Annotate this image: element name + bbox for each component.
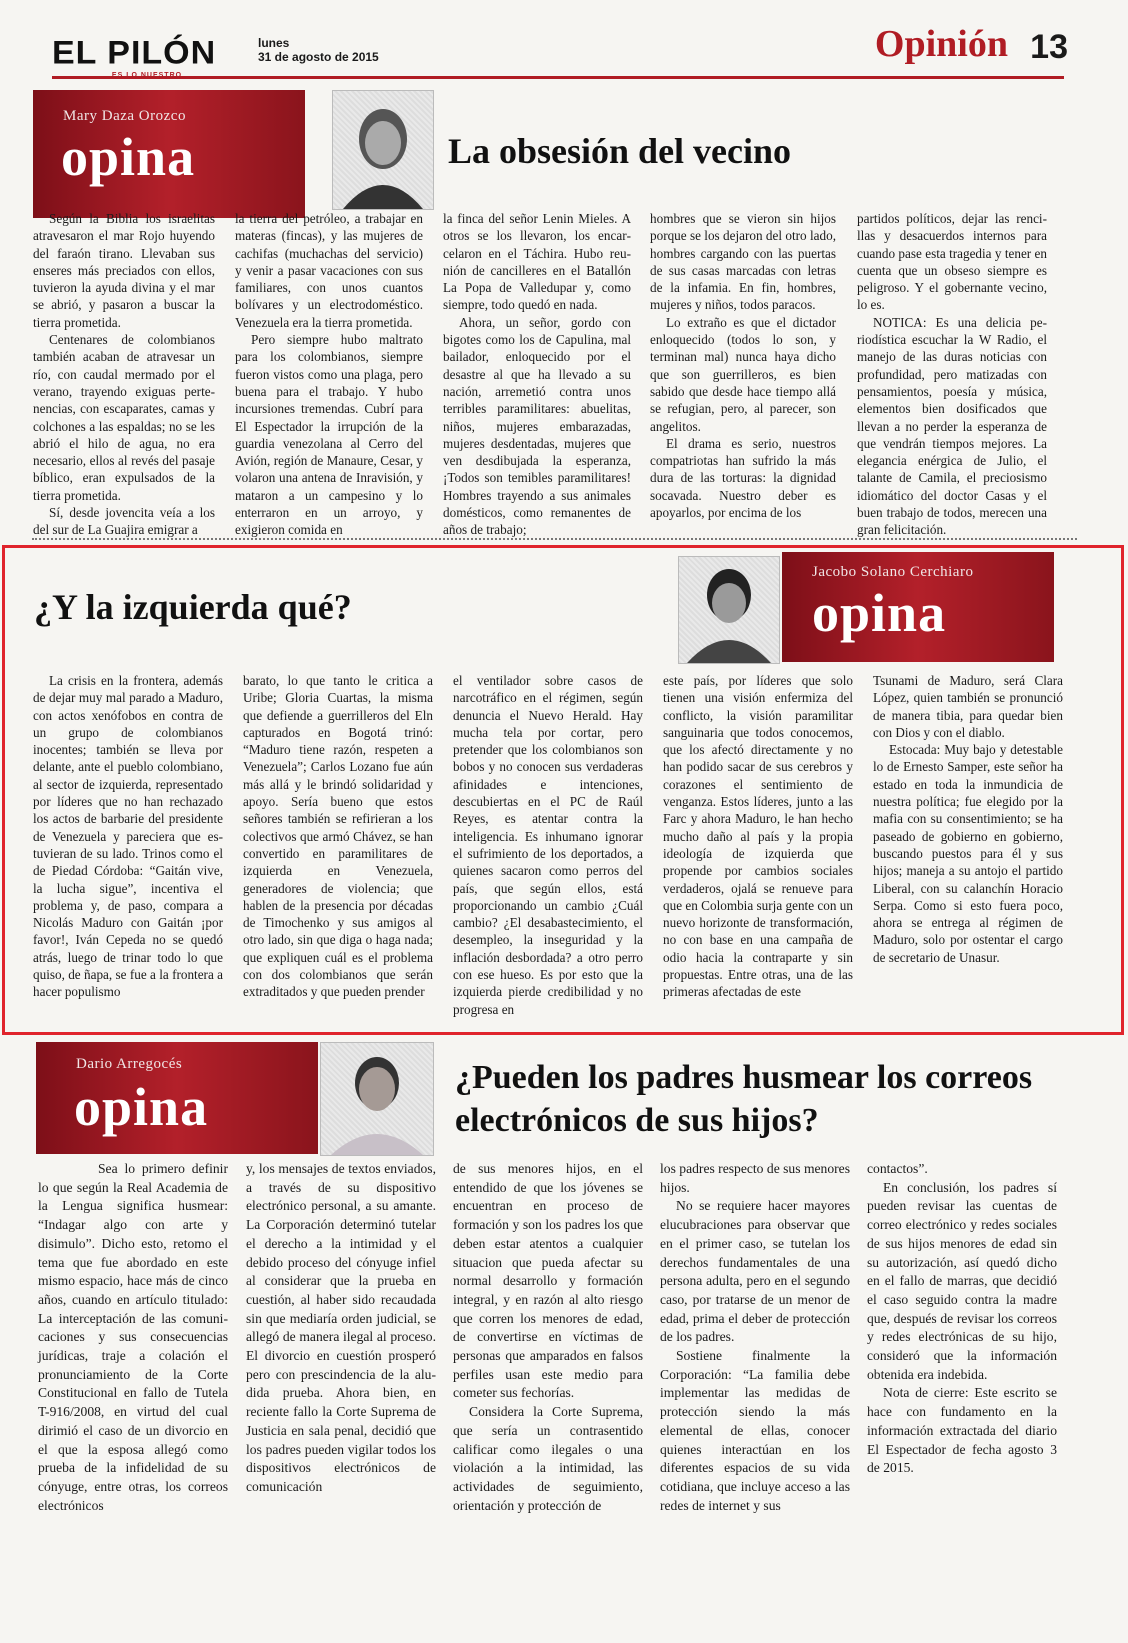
paragraph: Tsunami de Maduro, será Clara López, quien también se pronunció de manera tibia, para quedar bien con Dios y con el diablo. (873, 673, 1063, 740)
opina-badge (33, 90, 305, 218)
article-column (857, 210, 1047, 539)
article-column (873, 672, 1063, 966)
columnist-name: Jacobo Solano Cerchiaro (812, 564, 974, 580)
paragraph: Lo extraño es que el dictador enloquecido (todos lo son, y terminan mal) nunca haya dicho que son guerrilleros, es bien sabido que desde hace tiempo allá se refugian, pero, al parecer, son angelitos. (650, 314, 836, 434)
person-icon (333, 91, 433, 209)
columnist-name: Mary Daza Orozco (63, 108, 186, 124)
paragraph: la tierra del petróleo, a trabajar en materas (fincas), y las mujeres de cachifas (muchachas del servicio) y venir a pasar vacaciones con sus familiares, con unos cuantos bolívares y un electrodoméstico. Venezuela era la tierra prometida. (235, 211, 423, 330)
paragraph: este país, por líderes que solo tienen una visión enfermiza del conflicto, la visión paramilitar sanguinaria que todos conocemos, que los afectó directamente y no han podido sacar de sus cerebros y corazones el sentimiento de venganza. Estos líderes, junto a las Farc y ahora Maduro, le han hecho mucho daño al país y la propia ideología de izquierda que propende por cambios sociales verdaderos, ojalá se renueve para que en Colombia surja gente con un nuevo horizonte de transformación, no con base en una campaña de odio hacia la contraparte y sin propuestas. Entre otras, una de las primeras afectadas de este (663, 673, 853, 1000)
paragraph: Sí, desde jovencita veía a los del sur de La Guajira emigrar a (33, 505, 215, 538)
article-column (660, 1160, 850, 1515)
issue-full-date: 31 de agosto de 2015 (258, 50, 379, 64)
masthead-rule (52, 76, 1064, 79)
section-divider (32, 538, 1077, 540)
paragraph: contactos”. (867, 1161, 928, 1176)
page-number: 13 (1030, 28, 1068, 66)
paragraph: Pero siempre hubo maltrato para los colombianos, siempre fueron vistos como una plaga, pero buena para el trabajo. Y hubo incursiones tremendas. Cubrí para El Espectador la irrupción de la guardia venezolana al Cerro del Avión, región de Manaure, Cesar, y volaron una antena de Inravisión, y mataron a un campesino y lo enterraron en un arroyo, y exigieron comida en (235, 332, 423, 538)
headline: ¿Pueden los padres husmear los correos electrónicos de sus hijos? (455, 1059, 1033, 1139)
paragraph: Sostiene finalmente la Corporación: “La familia debe implementar las medidas de protección siendo la más elemental de ellas, conocer quienes interactúan en los diferentes espacios de su vida cotidiana, que incluye acceso a las redes de internet y sus (660, 1348, 850, 1513)
paragraph: No se requiere hacer mayores elucubraciones para observar que en el primer caso, se tutelan los derechos fundamentales de una persona adulta, pero en el segundo caso, por tratarse de un menor de edad, prima el deber de protección de los padres. (660, 1198, 850, 1345)
headline: La obsesión del vecino (448, 131, 792, 171)
article-column (867, 1160, 1057, 1478)
columnist-name: Dario Arregocés (76, 1056, 183, 1072)
paragraph: Según la Biblia los israelitas atravesaron el mar Rojo huyendo del faraón tirano. Llevaban sus enseres más preciados con ellos, tuvieron la ayuda divina y el mar se abrió, y pasaron a buscar la tierra prometida. (33, 211, 215, 330)
paragraph: Centenares de colombianos también acaban de atravesar un río, con caudal mermado por el verano, trayendo exiguas pertenencias, con escaparates, camas y colchones a las espaldas; no se les abrió el hilo de agua, no era necesario, ellos al revés del pasaje bíblico, eran expulsados de la tierra prometida. (33, 332, 215, 503)
opina-badge (782, 552, 1054, 662)
article-column (33, 672, 223, 1001)
paragraph: El drama es serio, nuestros compatriotas han sufrido la más dura de las torturas: la dignidad socavada. Nuestro deber es apoyarlos, por encima de los (650, 435, 836, 521)
paragraph: Considera la Corte Suprema, que sería un contrasentido calificar como ilegales o una violación a la intimidad, las actividades de seguimiento, orientación y protección de (453, 1404, 643, 1513)
logo-text: EL PILÓN (52, 34, 217, 72)
person-icon (679, 557, 779, 663)
issue-date (258, 36, 379, 64)
issue-day: lunes (258, 36, 290, 50)
article-column (38, 1160, 228, 1515)
columnist-photo (320, 1042, 434, 1156)
paragraph: la finca del señor Lenin Mieles. A otros se los llevaron, los encarcelaron en el Táchira. Hubo reunión de cancilleres en el Batallón La Popa de Valledupar y, como siempre, todo quedó en nada. (443, 211, 631, 313)
section-title: Opinión (874, 23, 1008, 65)
paragraph: y, los mensajes de textos enviados, a través de su dispositivo electrónico personal, a su amante. La Corporación determinó tutelar el derecho a la intimidad y el debido proceso del cónyuge infiel al considerar que la prueba en cuestión, al haber sido recaudada sin que mediaría orden judicial, se allegó de manera ilegal al proceso. El divorcio en cuestión prosperó pero con prescindencia de la aludida prueba. Ahora bien, en reciente fallo la Corte Suprema de Justicia en sala penal, decidió que los padres pueden vigilar todos los dispositivos electrónicos de comunicación (246, 1161, 436, 1494)
paragraph: NOTICA: Es una delicia periodística escuchar la W Radio, el manejo de las duras noticias con profundidad, pero matizadas con pensamientos, poesía y música, elementos bien dosificados que llevan a no perder la esperanza de que vendrán tiempos mejores. La elegancia enérgica de Julio, el talante de Camila, el preciosismo idiomático del doctor Casas y el buen trabajo de todos, merecen una gran felicitación. (857, 314, 1047, 538)
columnist-photo (678, 556, 780, 664)
paragraph: Ahora, un señor, gordo con bigotes como los de Capulina, mal bailador, enloquecido por el desastre al que ha llevado a su nación, arremetió contra unos terribles paramilitares: abuelitas, niños, mujeres embarazadas, mujeres desdentadas, mujeres que ven desdibujada la esperanza, ¡Todos son temibles paramilitares! Hombres trayendo a sus animales domésticos, como remanentes de años de trabajo; (443, 314, 631, 538)
article-column (235, 210, 423, 539)
paragraph: barato, lo que tanto le critica a Uribe; Gloria Cuartas, la misma que defiende a guerrilleros del Eln capturados en Bogotá trinó: “Maduro tiene razón, respeten a Venezuela”; Carlos Lozano fue aún más allá y le brindó solidaridad y apoyo. Sería bueno que estos señores también se refirieran a los colectivos que armó Chávez, se han convertido en paramilitares de izquierda en Venezuela, generadores de violencia; que hablen de la presencia por décadas de Timochenko y sus amigos al otro lado, sin que diga o haga nada; que expliquen cuál es el problema con dos colombianos que serán extraditados y que pueden prender (243, 673, 433, 1000)
newspaper-logo (52, 36, 242, 79)
article-column (243, 672, 433, 1001)
article-column (453, 672, 643, 1018)
paragraph: el ventilador sobre casos de narcotráfico en el régimen, según denuncia el Nuevo Herald. Hay mucha tela por cortar, pero pretender que los colombianos son bobos y no conocen sus verdaderas afinidades e intenciones, descubiertas en el PC de Raúl Reyes, es atentar contra la inteligencia. Es inhumano ignorar el sufrimiento de los deportados, a quienes sacaron como perros del país, que según ellos, está proporcionando un cambio ¿Cuál cambio? ¿El desabastecimiento, el desempleo, la inseguridad y la inflación desbordada? a otro perro con ese hueso. Es por esto que la izquierda pierde credibilidad y no progresa en (453, 673, 643, 1017)
person-icon (321, 1043, 433, 1155)
paragraph: La crisis en la frontera, además de dejar muy mal parado a Maduro, con actos xenófobos en contra de un grupo de colombianos inocentes; también se lleva por delante, ante el pueblo colombiano, al sector de izquierda, representado por líderes que no han rechazado los actos de barbarie del presidente de Venezuela y pareciera que estuvieran de su lado. Trinos como el de Piedad Córdoba: “Gaitán vive, la lucha sigue”, incentiva el problema y, de paso, compara a Nicolás Maduro con Gaitán ¡por favor!, Iván Cepeda no se quedó atrás, luego de trinar todo lo que quiso, de ñapa, se fue a la frontera a hacer populismo (33, 673, 223, 1000)
opina-label: opina (61, 127, 196, 187)
paragraph: hombres que se vieron sin hijos porque se los dejaron del otro lado, hombres cargando con las puertas de sus casas marcadas con letras de la infamia. En fin, hombres, mujeres y niños, todos paracos. (650, 211, 836, 313)
article-column (663, 672, 853, 1001)
paragraph: Estocada: Muy bajo y detestable lo de Ernesto Samper, este señor ha estado en toda la inmundicia de nuestra política; fue elegido por la mafia con su consentimiento; se ha paseado de gobierno en gobierno, buscando puestos para él y sus hijos; maneja a su antojo el partido Liberal, con su calanchín Horacio Serpa. Como si esto fuera poco, ahora se entrega al régimen de Maduro, solo por ostentar el cargo de secretario de Unasur. (873, 742, 1063, 965)
paragraph: partidos políticos, dejar las rencillas y desacuerdos internos para cuando pase esta tragedia y tener en cuenta que un obseso siempre es peligroso. Y el gobernante vecino, lo es. (857, 211, 1047, 313)
paragraph: Sea lo primero definir lo que según la Real Academia de la Lengua significa husmear: “Indagar algo con arte y disimulo”. Dicho esto, retomo el tema que fue abordado en este mismo espacio, hace más de cinco años, cuando en artículo titulado: La interceptación de las comunicaciones y sus consecuencias jurídicas, traje a colación el pronunciamiento de la Corte Constitucional en fallo de Tutela T-916/2008, en virtud del cual dirimió el caso de un divorcio en el que la esposa allegó como prueba de la infidelidad de su cónyuge, entre otras, los correos electrónicos (38, 1161, 228, 1513)
paragraph: En conclusión, los padres sí pueden revisar las cuentas de correo electrónico y redes sociales de sus hijos menores de edad sin su autorización, así quedó dicho en el fallo de marras, que decidió el caso seguido contra la madre que, después de revisar los correos y redes electrónicas de su hijo, consideró que la información obtenida era indebida. (867, 1179, 1057, 1382)
opina-badge (36, 1042, 318, 1154)
paragraph: Nota de cierre: Este escrito se hace con fundamento en la información extractada del diario El Espectador de fecha agosto 3 de 2015. (867, 1385, 1057, 1476)
article-column (443, 210, 631, 539)
article-column (650, 210, 836, 521)
opina-label: opina (74, 1077, 209, 1137)
opina-label: opina (812, 583, 947, 643)
paragraph: los padres respecto de sus menores hijos. (660, 1161, 850, 1195)
article-column (33, 210, 215, 539)
article-column (246, 1160, 436, 1497)
paragraph: de sus menores hijos, en el entendido de que los jóvenes se encuentran en proceso de formación y son los padres los que deben estar atentos a cualquier situacion que pueda afectar su normal desarrollo y formación integral, y en razón al alto riesgo que corren los menores de edad, de convertirse en víctimas de personas que amparados en falsos perfiles usan este medio para cometer sus fechorías. (453, 1161, 643, 1401)
article-column (453, 1160, 643, 1515)
columnist-photo (332, 90, 434, 210)
headline: ¿Y la izquierda qué? (34, 587, 352, 627)
